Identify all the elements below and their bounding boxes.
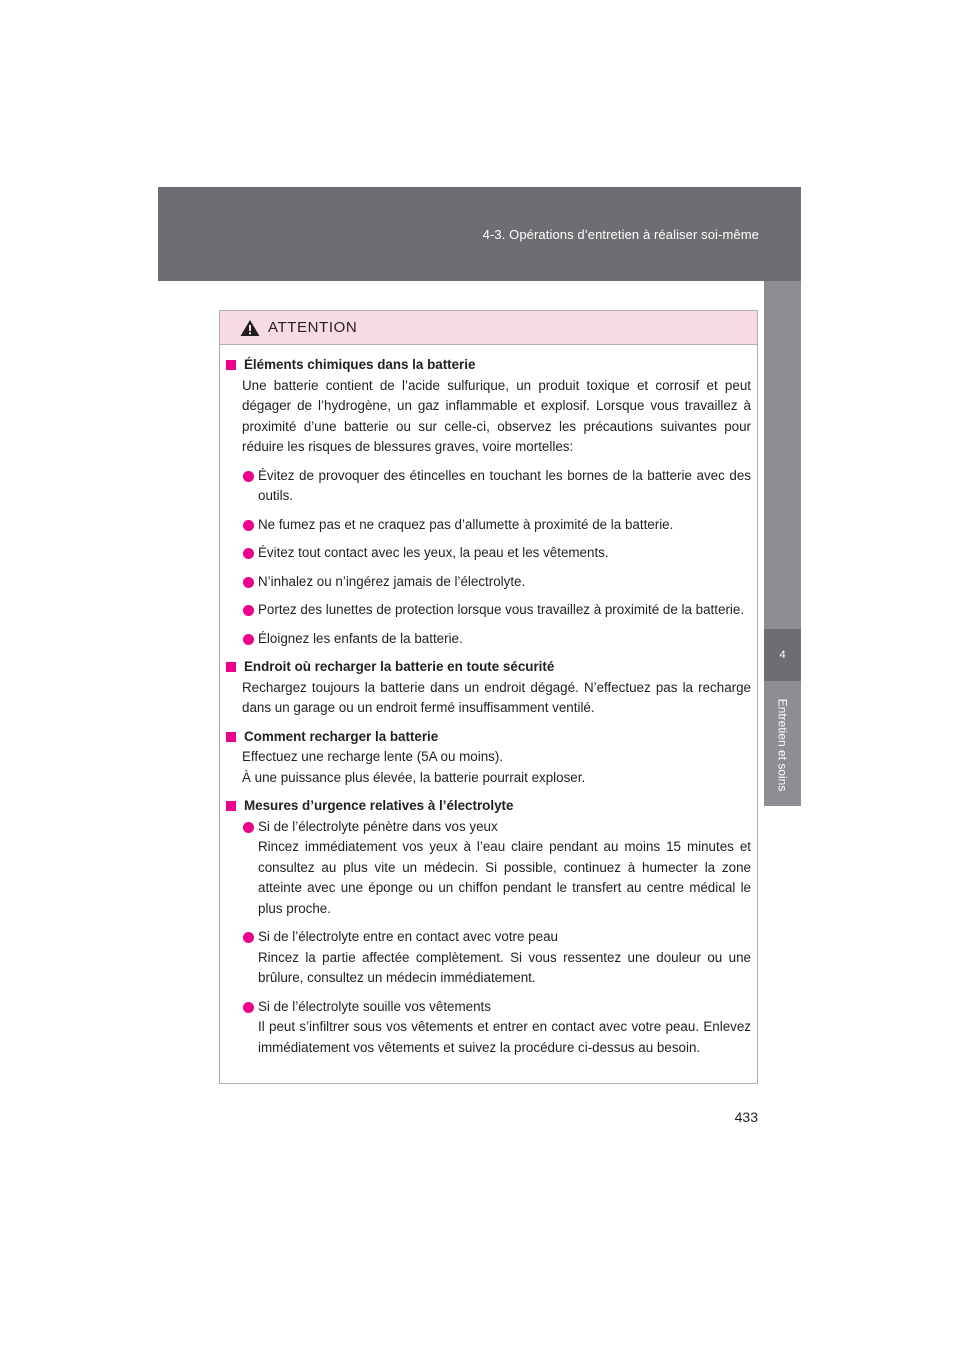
- chapter-number-tab: 4: [764, 629, 801, 681]
- bullet-item: Ne fumez pas et ne craquez pas d’allumette à proximité de la batterie.: [242, 515, 751, 536]
- bullet-item: [242, 817, 751, 920]
- text-line: Si de l’électrolyte entre en contact avec votre peau: [258, 929, 558, 944]
- text-line: Effectuez une recharge lente (5A ou moins).: [242, 749, 504, 764]
- bullet-item: Éloignez les enfants de la batterie.: [242, 629, 751, 650]
- paragraph: Rechargez toujours la batterie dans un endroit dégagé. N’effectuez pas la recharge dans un garage ou un endroit fermé insuffisamment ventilé.: [242, 679, 751, 715]
- warning-header: [220, 311, 757, 345]
- warning-title: ATTENTION: [268, 319, 358, 336]
- text-line: À une puissance plus élevée, la batterie pourrait exploser.: [242, 769, 586, 785]
- bullet-item: Évitez tout contact avec les yeux, la peau et les vêtements.: [242, 543, 751, 564]
- warning-box: [219, 310, 758, 1084]
- header-band: [158, 187, 801, 281]
- section-title: 4-3. Opérations d’entretien à réaliser soi-même: [482, 227, 759, 242]
- paragraph: Une batterie contient de l’acide sulfurique, un produit toxique et corrosif et peut dégager de l’hydrogène, un gaz inflammable et explosif. Lorsque vous travaillez à proximité d’une batterie ou sur celle-ci, observez les précautions suivantes pour réduire les risques de blessures graves, voire mortelles:: [242, 377, 751, 454]
- bullet-item: [242, 927, 751, 989]
- text-line: Rincez immédiatement vos yeux à l’eau claire pendant au moins 15 minutes et consultez au plus vite un médecin. Si possible, continuez à humecter la zone atteinte avec une éponge ou un chiffon pendant le transfert au centre médical le plus proche.: [258, 839, 751, 916]
- chapter-title-label: [764, 690, 801, 800]
- section-heading: Comment recharger la batterie: [224, 727, 751, 748]
- bullet-item: Évitez de provoquer des étincelles en touchant les bornes de la batterie avec des outils.: [242, 466, 751, 507]
- bullet-item: [242, 997, 751, 1059]
- page-number: 433: [734, 1109, 758, 1125]
- section-heading: Mesures d’urgence relatives à l’électrolyte: [224, 796, 751, 817]
- warning-content: [220, 345, 757, 1058]
- bullet-item: Portez des lunettes de protection lorsque vous travaillez à proximité de la batterie.: [242, 600, 751, 621]
- section-heading: Endroit où recharger la batterie en toute sécurité: [224, 657, 751, 678]
- paragraph: [242, 747, 751, 788]
- text-line: Si de l’électrolyte souille vos vêtements: [258, 998, 491, 1014]
- bullet-item: N’inhalez ou n’ingérez jamais de l’électrolyte.: [242, 572, 751, 593]
- text-line: Rincez la partie affectée complètement. Si vous ressentez une douleur ou une brûlure, consultez un médecin immédiatement.: [258, 949, 751, 985]
- text-line: Il peut s’infiltrer sous vos vêtements et entrer en contact avec votre peau. Enlevez immédiatement vos vêtements et suivez la procédure ci-dessus au besoin.: [258, 1019, 751, 1055]
- warning-triangle-icon: [240, 319, 260, 337]
- text-line: Si de l’électrolyte pénètre dans vos yeux: [258, 818, 498, 834]
- section-heading: Éléments chimiques dans la batterie: [224, 355, 751, 376]
- chapter-title: Entretien et soins: [775, 698, 790, 792]
